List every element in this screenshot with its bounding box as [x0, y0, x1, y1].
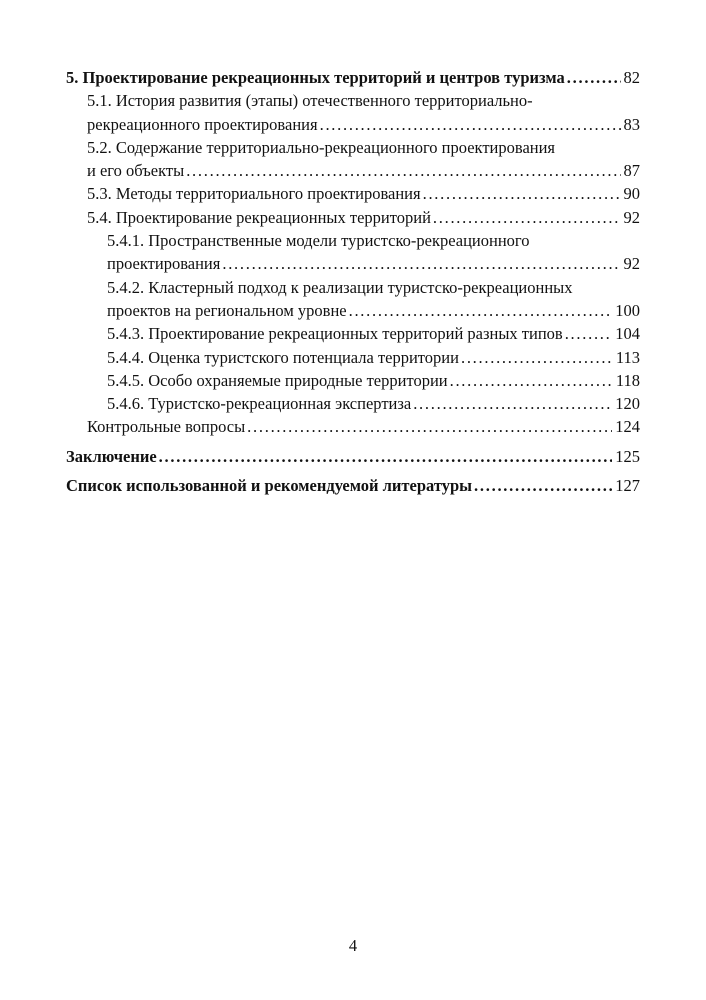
- toc-leader-dots: [413, 392, 612, 415]
- toc-entry-title: 5.4.3. Проектирование рекреационных территорий разных типов: [107, 324, 563, 344]
- toc-entry-page: 92: [623, 207, 640, 227]
- toc-entry-title-line2: рекреационного проектирования: [87, 114, 318, 134]
- toc-entry-title-line2: проектирования: [107, 254, 221, 274]
- toc-entry-page: 125: [615, 446, 640, 466]
- toc-leader-dots: [433, 206, 621, 229]
- toc-entry-5-2[interactable]: [66, 136, 640, 183]
- toc-entry-page: 120: [615, 394, 640, 414]
- toc-entry-page: 83: [623, 114, 640, 134]
- toc-entry-5-4-6[interactable]: [66, 392, 640, 415]
- toc-leader-dots: [247, 415, 612, 438]
- toc-entry-references[interactable]: [66, 474, 640, 497]
- toc-leader-dots: [565, 322, 613, 345]
- toc-entry-page: 90: [623, 184, 640, 204]
- table-of-contents: [66, 66, 640, 497]
- toc-entry-page: 113: [615, 347, 640, 367]
- toc-entry-title-line2: проектов на региональном уровне: [107, 300, 347, 320]
- toc-entry-5-4-3[interactable]: [66, 322, 640, 345]
- toc-leader-dots: [423, 182, 621, 205]
- toc-entry-5-4-5[interactable]: [66, 369, 640, 392]
- toc-entry-title: 5.4.5. Особо охраняемые природные территории: [107, 370, 448, 390]
- toc-entry-chapter-5[interactable]: [66, 66, 640, 89]
- toc-entry-title: 5. Проектирование рекреационных территорий и центров туризма: [66, 68, 565, 87]
- toc-entry-title: 5.4.6. Туристско-рекреационная экспертиза: [107, 394, 412, 414]
- toc-entry-page: 104: [615, 324, 640, 344]
- toc-entry-5-3[interactable]: [66, 182, 640, 205]
- toc-entry-page: 127: [615, 476, 640, 496]
- page-number: 4: [348, 936, 358, 955]
- toc-entry-control-questions[interactable]: [66, 415, 640, 438]
- toc-entry-page: 118: [615, 370, 640, 390]
- toc-leader-dots: [222, 252, 620, 275]
- toc-entry-5-1[interactable]: [66, 89, 640, 136]
- toc-entry-title-line1: 5.4.1. Пространственные модели туристско-рекреационного: [107, 231, 530, 251]
- toc-leader-dots: [567, 66, 621, 89]
- toc-entry-5-4[interactable]: [66, 206, 640, 229]
- toc-entry-5-4-2[interactable]: [66, 276, 640, 323]
- toc-entry-page: 124: [615, 417, 640, 437]
- toc-leader-dots: [320, 113, 621, 136]
- toc-entry-title: Заключение: [66, 446, 157, 466]
- toc-entry-title: Контрольные вопросы: [87, 417, 246, 437]
- toc-entry-title: 5.4.4. Оценка туристского потенциала территории: [107, 347, 459, 367]
- toc-entry-title-line2: и его объекты: [87, 161, 185, 181]
- toc-leader-dots: [349, 299, 613, 322]
- toc-entry-5-4-4[interactable]: [66, 346, 640, 369]
- toc-leader-dots: [461, 346, 613, 369]
- toc-entry-title-line1: 5.4.2. Кластерный подход к реализации туристско-рекреационных: [107, 277, 573, 297]
- toc-entry-page: 92: [623, 254, 640, 274]
- toc-leader-dots: [159, 445, 613, 468]
- toc-entry-5-4-1[interactable]: [66, 229, 640, 276]
- toc-entry-page: 82: [623, 68, 640, 87]
- toc-entry-page: 87: [623, 161, 640, 181]
- toc-entry-title: Список использованной и рекомендуемой литературы: [66, 476, 473, 496]
- toc-entry-page: 100: [615, 300, 640, 320]
- toc-entry-title: 5.4. Проектирование рекреационных территорий: [87, 207, 431, 227]
- toc-leader-dots: [450, 369, 613, 392]
- toc-entry-conclusion[interactable]: [66, 445, 640, 468]
- toc-entry-title-line1: 5.2. Содержание территориально-рекреационного проектирования: [87, 137, 556, 157]
- toc-entry-title-line1: 5.1. История развития (этапы) отечественного территориально-: [87, 91, 533, 111]
- toc-leader-dots: [186, 159, 620, 182]
- toc-leader-dots: [474, 474, 612, 497]
- toc-entry-title: 5.3. Методы территориального проектирования: [87, 184, 421, 204]
